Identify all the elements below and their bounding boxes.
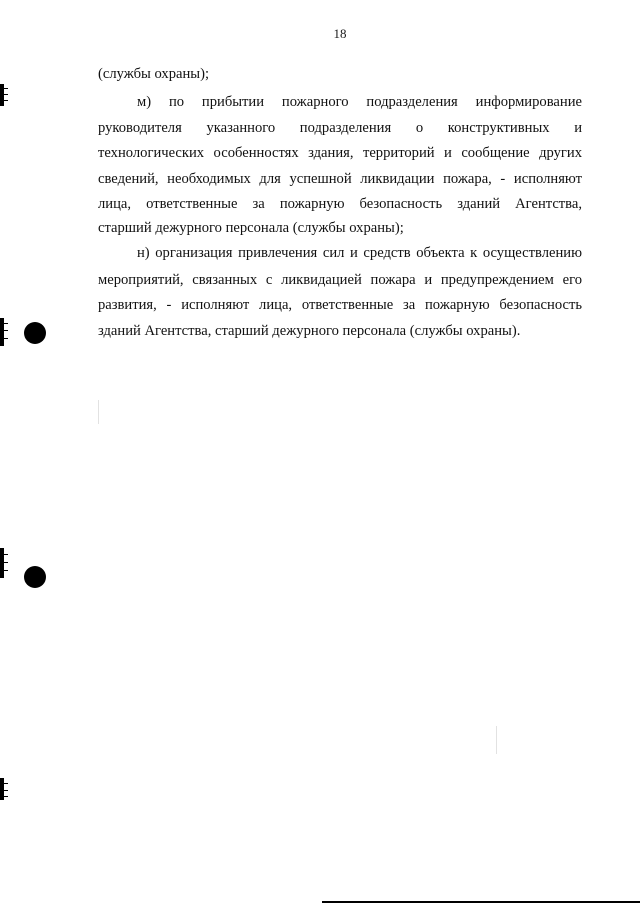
punch-hole xyxy=(24,322,46,344)
text-line: сведений, необходимых для успешной ликвидации пожара, - исполняют xyxy=(98,171,582,187)
scan-artifact-line xyxy=(98,400,99,424)
text-line: мероприятий, связанных с ликвидацией пожара и предупреждением его xyxy=(98,272,582,288)
binding-edge-mark xyxy=(0,778,10,800)
text-line: (службы охраны); xyxy=(98,66,210,82)
scan-bottom-edge xyxy=(322,901,640,903)
text-line: руководителя указанного подразделения о конструктивных и xyxy=(98,120,582,136)
text-line: зданий Агентства, старший дежурного персонала (службы охраны). xyxy=(98,323,521,339)
binding-edge-mark xyxy=(0,318,10,346)
binding-edge-mark xyxy=(0,84,10,106)
text-line: развития, - исполняют лица, ответственные за пожарную безопасность xyxy=(98,297,582,313)
text-line: технологических особенностях здания, территорий и сообщение других xyxy=(98,145,582,161)
text-line: лица, ответственные за пожарную безопасность зданий Агентства, xyxy=(98,196,582,212)
text-line: н) организация привлечения сил и средств объекта к осуществлению xyxy=(137,245,582,261)
text-line: м) по прибытии пожарного подразделения информирование xyxy=(137,94,582,110)
page-number: 18 xyxy=(333,26,347,41)
binding-edge-mark xyxy=(0,548,10,578)
text-line: старший дежурного персонала (службы охраны); xyxy=(98,220,404,236)
scan-artifact-line xyxy=(496,726,497,754)
punch-hole xyxy=(24,566,46,588)
